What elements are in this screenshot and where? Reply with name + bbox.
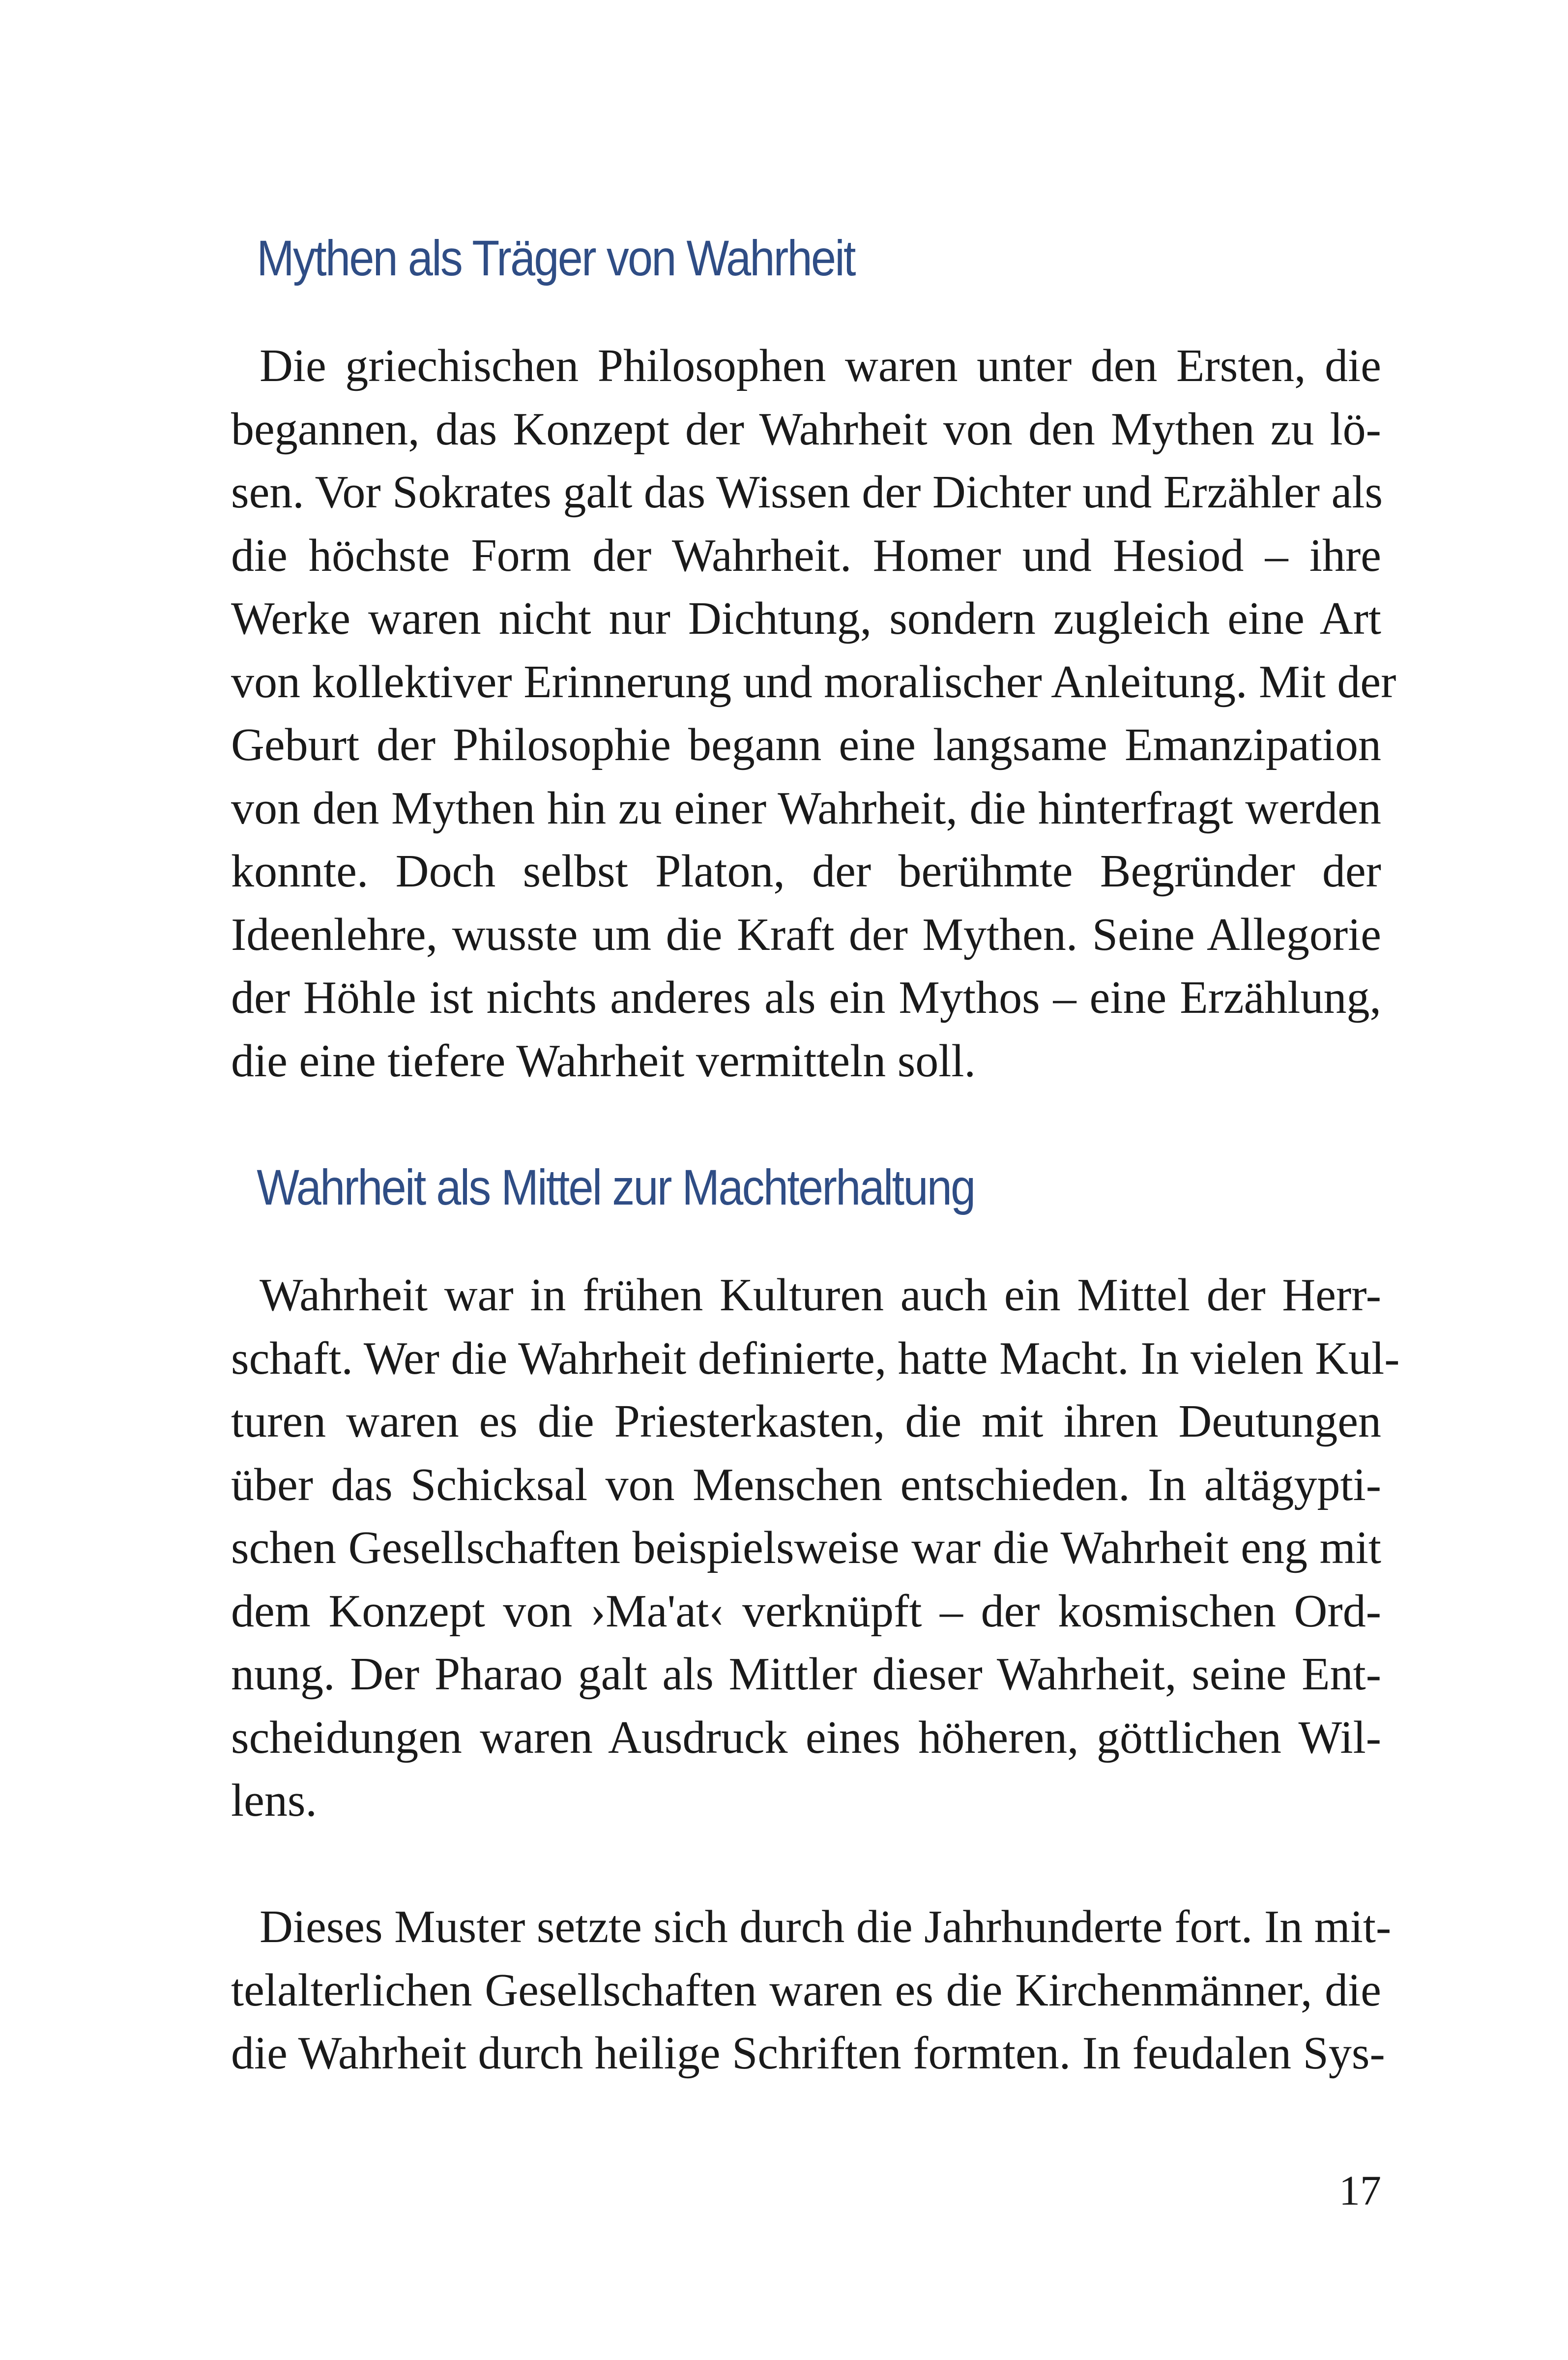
text-line: dem Konzept von ›Ma'at‹ verknüpft – der kosmischen Ord- — [231, 1585, 1381, 1637]
text-line: Dieses Muster setzte sich durch die Jahrhunderte fort. In mit- — [260, 1901, 1392, 1952]
section-2-body-continued — [231, 1895, 1392, 2085]
text-line: nung. Der Pharao galt als Mittler dieser Wahrheit, seine Ent- — [231, 1649, 1381, 1700]
text-line: schen Gesellschaften beispielsweise war die Wahrheit eng mit — [231, 1522, 1381, 1573]
text-line: über das Schicksal von Menschen entschieden. In altägypti- — [231, 1459, 1381, 1510]
section-heading: Wahrheit als Mittel zur Machterhaltung — [257, 1159, 975, 1215]
text-line: telalterlichen Gesellschaften waren es die Kirchenmänner, die — [231, 1964, 1381, 2016]
text-line: Die griechischen Philosophen waren unter den Ersten, die — [260, 340, 1381, 391]
text-line: konnte. Doch selbst Platon, der berühmte Begründer der — [231, 846, 1381, 897]
text-line: von kollektiver Erinnerung und moralischer Anleitung. Mit der — [231, 656, 1396, 708]
paragraph — [231, 1895, 1392, 2085]
text-line: Wahrheit war in frühen Kulturen auch ein Mittel der Herr- — [260, 1269, 1381, 1321]
text-line: scheidungen waren Ausdruck eines höheren, göttlichen Wil- — [231, 1711, 1381, 1763]
paragraph — [231, 334, 1396, 1092]
text-line: sen. Vor Sokrates galt das Wissen der Dichter und Erzähler als — [231, 467, 1383, 518]
text-line: lens. — [231, 1775, 317, 1826]
text-line: die höchste Form der Wahrheit. Homer und Hesiod – ihre — [231, 530, 1381, 581]
section-1 — [231, 229, 1381, 288]
text-line: die eine tiefere Wahrheit vermitteln soll. — [231, 1035, 976, 1087]
text-line: der Höhle ist nichts anderes als ein Mythos – eine Erzählung, — [231, 972, 1381, 1023]
section-2 — [231, 1158, 1381, 1217]
text-line: turen waren es die Priesterkasten, die mit ihren Deutungen — [231, 1396, 1381, 1447]
section-1-body — [231, 334, 1396, 1092]
text-line: Geburt der Philosophie begann eine langsame Emanzipation — [231, 719, 1381, 770]
paragraph — [231, 1264, 1400, 1832]
text-line: von den Mythen hin zu einer Wahrheit, die hinterfragt werden — [231, 782, 1381, 834]
section-2-body — [231, 1264, 1400, 1832]
text-line: Ideenlehre, wusste um die Kraft der Mythen. Seine Allegorie — [231, 909, 1381, 960]
text-line: die Wahrheit durch heilige Schriften formten. In feudalen Sys- — [231, 2028, 1385, 2079]
text-line: begannen, das Konzept der Wahrheit von den Mythen zu lö- — [231, 403, 1381, 455]
text-line: Werke waren nicht nur Dichtung, sondern zugleich eine Art — [231, 593, 1381, 644]
text-line: schaft. Wer die Wahrheit definierte, hatte Macht. In vielen Kul- — [231, 1332, 1400, 1384]
page-number: 17 — [1339, 2167, 1381, 2214]
section-heading: Mythen als Träger von Wahrheit — [257, 230, 855, 286]
